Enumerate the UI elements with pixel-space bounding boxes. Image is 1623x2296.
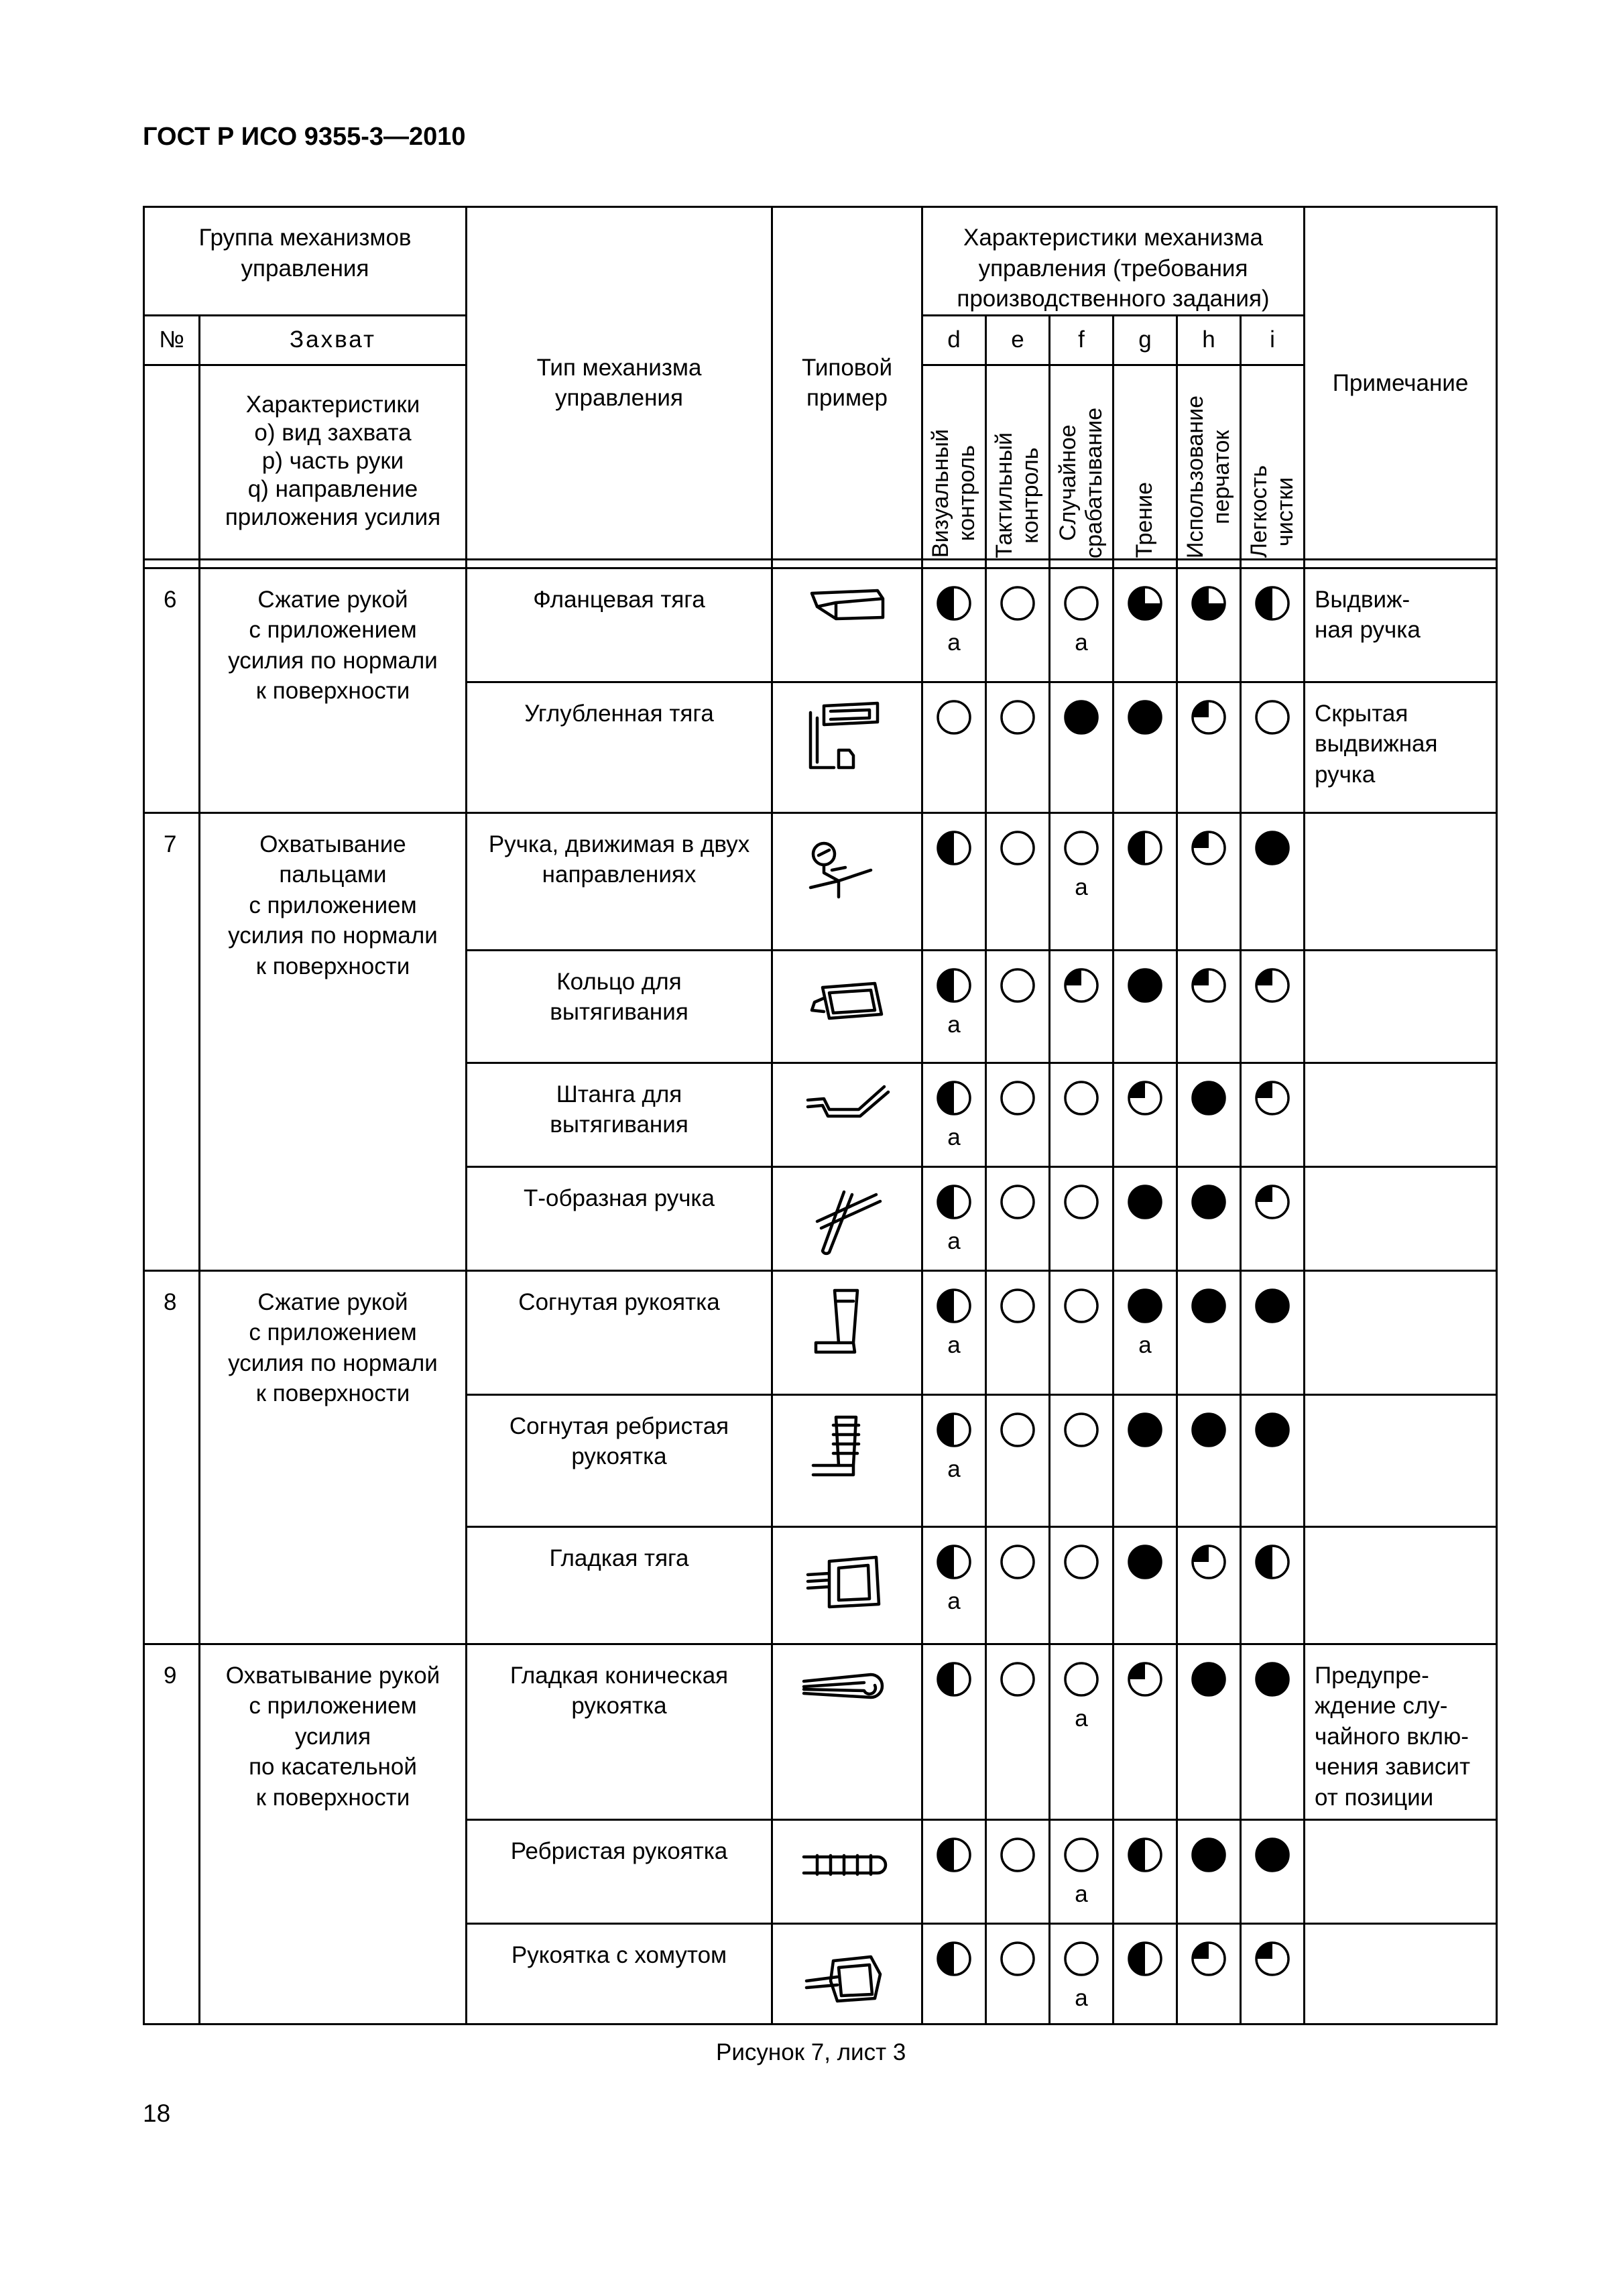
- note-cell: Выдвиж- ная ручка: [1305, 568, 1497, 682]
- group-grip: Сжатие рукой с приложением усилия по нормали к поверхности: [200, 568, 467, 812]
- rating-empty-symbol: [999, 1079, 1036, 1117]
- rating-empty-symbol: [999, 967, 1036, 1004]
- rating-full-symbol: [1126, 1183, 1164, 1221]
- rating-cell: [1114, 950, 1177, 1063]
- rating-cell: [1050, 1819, 1114, 1923]
- rating-cell: [1241, 1644, 1305, 1819]
- rating-cell: [1177, 1644, 1241, 1819]
- bent-ribbed-handle-icon: [797, 1405, 898, 1486]
- rating-quarter-symbol: [1254, 1079, 1291, 1117]
- rating-full-symbol: [1126, 967, 1164, 1004]
- rating-empty-symbol: [1063, 1079, 1100, 1117]
- pull-ring-icon: [797, 961, 898, 1041]
- rating-full-symbol: [1190, 1411, 1227, 1449]
- footnote-mark: а: [947, 1587, 961, 1614]
- smooth-pull-icon: [797, 1537, 898, 1618]
- footnote-mark: а: [1075, 1705, 1088, 1732]
- rating-full-symbol: [1254, 1836, 1291, 1874]
- footnote-mark: а: [1075, 1984, 1088, 2011]
- rating-empty-symbol: [1063, 1183, 1100, 1221]
- rating-cell: [986, 1923, 1050, 2024]
- ribbed-handle-icon: [797, 1830, 898, 1911]
- note-cell: [1305, 1394, 1497, 1526]
- footnote-mark: а: [947, 629, 961, 656]
- rating-empty-symbol: [1063, 1940, 1100, 1978]
- rating-full-symbol: [1126, 699, 1164, 736]
- note-cell: Скрытая выдвижная ручка: [1305, 682, 1497, 812]
- group-grip: Охватывание пальцами с приложением усилия по нормали к поверхности: [200, 812, 467, 1270]
- example-cell: [772, 950, 922, 1063]
- footnote-mark: а: [1138, 1331, 1152, 1358]
- note-cell: [1305, 1166, 1497, 1270]
- note-cell: [1305, 1819, 1497, 1923]
- group-grip: Охватывание рукой с приложением усилия по касательной к поверхности: [200, 1644, 467, 2024]
- rating-cell: [1177, 1063, 1241, 1166]
- rating-cell: [1050, 682, 1114, 812]
- rating-quarter-symbol: [1190, 1940, 1227, 1978]
- group-number: 8: [144, 1270, 200, 1644]
- mechanism-type: Т-образная ручка: [467, 1166, 772, 1270]
- rating-cell: [1050, 1394, 1114, 1526]
- rating-cell: [1050, 1270, 1114, 1394]
- rating-cell: [1177, 1526, 1241, 1644]
- rating-quarter-symbol: [1126, 1660, 1164, 1698]
- footnote-mark: а: [947, 1011, 961, 1038]
- rating-cell: [1177, 682, 1241, 812]
- col-name: Тактильный контроль: [986, 365, 1050, 559]
- rating-quarter-symbol: [1254, 967, 1291, 1004]
- rating-cell: [986, 682, 1050, 812]
- rating-full-symbol: [1254, 829, 1291, 867]
- rating-cell: [1050, 950, 1114, 1063]
- rating-empty-symbol: [999, 829, 1036, 867]
- example-cell: [772, 568, 922, 682]
- rating-cell: [1114, 1394, 1177, 1526]
- num-header: №: [144, 315, 200, 365]
- rating-cell: [922, 1526, 986, 1644]
- rating-cell: [1114, 1166, 1177, 1270]
- rating-cell: [1241, 682, 1305, 812]
- rating-full-symbol: [1063, 699, 1100, 736]
- rating-cell: [1050, 1644, 1114, 1819]
- rating-full-symbol: [1190, 1287, 1227, 1325]
- rating-full-symbol: [1190, 1660, 1227, 1698]
- rating-three-quarter-symbol: [1190, 585, 1227, 622]
- rating-quarter-symbol: [1190, 829, 1227, 867]
- table-row: [144, 1644, 1497, 1819]
- rating-cell: [1177, 1166, 1241, 1270]
- note-cell: [1305, 1923, 1497, 2024]
- rating-half-symbol: [1126, 1940, 1164, 1978]
- note-cell: [1305, 1063, 1497, 1166]
- rating-cell: [922, 812, 986, 950]
- rating-cell: [1050, 1063, 1114, 1166]
- rating-cell: [1177, 1819, 1241, 1923]
- controls-table: [143, 206, 1498, 2025]
- rating-cell: [1114, 812, 1177, 950]
- rating-cell: [1114, 1063, 1177, 1166]
- rating-empty-symbol: [1063, 1543, 1100, 1581]
- rating-cell: [1050, 568, 1114, 682]
- rating-empty-symbol: [1063, 829, 1100, 867]
- rating-cell: [1241, 812, 1305, 950]
- group-number: 6: [144, 568, 200, 812]
- page-number: 18: [143, 2100, 171, 2127]
- rating-half-symbol: [935, 585, 973, 622]
- example-cell: [772, 1270, 922, 1394]
- rating-cell: [1241, 568, 1305, 682]
- rating-cell: [986, 1270, 1050, 1394]
- mechanism-type: Согнутая ребристая рукоятка: [467, 1394, 772, 1526]
- footnote-mark: а: [1075, 1880, 1088, 1907]
- type-header: Тип механизма управления: [467, 207, 772, 560]
- rating-full-symbol: [1190, 1183, 1227, 1221]
- rating-cell: [922, 1394, 986, 1526]
- col-name: Легкость чистки: [1241, 365, 1305, 559]
- rating-three-quarter-symbol: [1126, 585, 1164, 622]
- rating-cell: [1241, 950, 1305, 1063]
- rating-empty-symbol: [1063, 1287, 1100, 1325]
- rating-full-symbol: [1190, 1079, 1227, 1117]
- rating-half-symbol: [935, 967, 973, 1004]
- rating-full-symbol: [1254, 1287, 1291, 1325]
- col-letter: h: [1177, 315, 1241, 365]
- rating-cell: [1241, 1063, 1305, 1166]
- rating-cell: [1114, 1526, 1177, 1644]
- rating-empty-symbol: [1063, 585, 1100, 622]
- mechanism-type: Гладкая тяга: [467, 1526, 772, 1644]
- rating-cell: [986, 1166, 1050, 1270]
- mechanism-type: Углубленная тяга: [467, 682, 772, 812]
- example-cell: [772, 1819, 922, 1923]
- mechanism-type: Гладкая коническая рукоятка: [467, 1644, 772, 1819]
- rating-cell: [922, 1923, 986, 2024]
- rating-quarter-symbol: [1063, 967, 1100, 1004]
- col-letter: d: [922, 315, 986, 365]
- mechanism-type: Ребристая рукоятка: [467, 1819, 772, 1923]
- rating-full-symbol: [1126, 1287, 1164, 1325]
- rating-cell: [986, 1526, 1050, 1644]
- rating-cell: [1241, 1526, 1305, 1644]
- example-cell: [772, 1063, 922, 1166]
- rating-cell: [1177, 1394, 1241, 1526]
- col-letter: g: [1114, 315, 1177, 365]
- rating-cell: [1241, 1270, 1305, 1394]
- rating-half-symbol: [935, 1183, 973, 1221]
- rating-cell: [922, 950, 986, 1063]
- group-number: 9: [144, 1644, 200, 2024]
- clamp-handle-icon: [797, 1934, 898, 2014]
- rating-cell: [1050, 812, 1114, 950]
- footnote-mark: а: [947, 1227, 961, 1254]
- rating-full-symbol: [1126, 1411, 1164, 1449]
- rating-empty-symbol: [1063, 1836, 1100, 1874]
- rating-cell: [1114, 1923, 1177, 2024]
- mechanism-type: Согнутая рукоятка: [467, 1270, 772, 1394]
- rating-cell: [1241, 1923, 1305, 2024]
- rating-half-symbol: [935, 1660, 973, 1698]
- footnote-mark: а: [947, 1331, 961, 1358]
- rating-quarter-symbol: [1254, 1940, 1291, 1978]
- rating-cell: [1114, 1270, 1177, 1394]
- group-number: 7: [144, 812, 200, 1270]
- mech-header: Характеристики механизма управления (требования производственного задания): [922, 207, 1305, 316]
- footnote-mark: а: [1075, 629, 1088, 656]
- rating-half-symbol: [1126, 1836, 1164, 1874]
- rating-empty-symbol: [999, 585, 1036, 622]
- rating-half-symbol: [1254, 585, 1291, 622]
- rating-empty-symbol: [999, 1183, 1036, 1221]
- document-header: ГОСТ Р ИСО 9355-3—2010: [143, 123, 466, 151]
- rating-cell: [986, 950, 1050, 1063]
- rating-cell: [1114, 682, 1177, 812]
- col-name: Визуальный контроль: [922, 365, 986, 559]
- col-letter: e: [986, 315, 1050, 365]
- example-cell: [772, 682, 922, 812]
- rating-cell: [1050, 1166, 1114, 1270]
- rating-cell: [1177, 568, 1241, 682]
- example-header: Типовой пример: [772, 207, 922, 560]
- rating-cell: [1177, 812, 1241, 950]
- rating-half-symbol: [935, 1940, 973, 1978]
- rating-cell: [922, 1270, 986, 1394]
- mechanism-type: Фланцевая тяга: [467, 568, 772, 682]
- group-header: Группа механизмов управления: [144, 207, 467, 316]
- rating-half-symbol: [935, 1543, 973, 1581]
- rating-cell: [922, 1644, 986, 1819]
- rating-cell: [986, 1644, 1050, 1819]
- rating-cell: [1177, 1270, 1241, 1394]
- rating-cell: [986, 1819, 1050, 1923]
- note-cell: [1305, 1270, 1497, 1394]
- t-handle-icon: [797, 1177, 898, 1258]
- rating-cell: [1177, 1923, 1241, 2024]
- rating-quarter-symbol: [1190, 967, 1227, 1004]
- rating-half-symbol: [935, 829, 973, 867]
- example-cell: [772, 1923, 922, 2024]
- chars-header: Характеристики о) вид захвата р) часть руки q) направление приложения усилия: [200, 365, 467, 559]
- rating-cell: [1050, 1923, 1114, 2024]
- rating-quarter-symbol: [1254, 1183, 1291, 1221]
- bent-handle-icon: [797, 1281, 898, 1362]
- table-row: [144, 1270, 1497, 1394]
- note-header: Примечание: [1305, 207, 1497, 560]
- rating-empty-symbol: [935, 699, 973, 736]
- col-letter: i: [1241, 315, 1305, 365]
- rating-cell: [1241, 1819, 1305, 1923]
- example-cell: [772, 1526, 922, 1644]
- flange-pull-icon: [797, 579, 898, 659]
- recessed-pull-icon: [797, 692, 898, 773]
- rating-empty-symbol: [999, 1287, 1036, 1325]
- rating-quarter-symbol: [1190, 699, 1227, 736]
- rating-cell: [1114, 1644, 1177, 1819]
- example-cell: [772, 1644, 922, 1819]
- pull-rod-icon: [797, 1073, 898, 1154]
- rating-cell: [986, 812, 1050, 950]
- rating-cell: [1241, 1394, 1305, 1526]
- footnote-mark: а: [947, 1124, 961, 1150]
- rating-cell: [1241, 1166, 1305, 1270]
- rating-cell: [922, 1166, 986, 1270]
- rating-full-symbol: [1126, 1543, 1164, 1581]
- rating-quarter-symbol: [1190, 1543, 1227, 1581]
- rating-empty-symbol: [999, 1411, 1036, 1449]
- rating-empty-symbol: [1063, 1411, 1100, 1449]
- rating-empty-symbol: [999, 1940, 1036, 1978]
- note-cell: [1305, 812, 1497, 950]
- smooth-conical-handle-icon: [797, 1654, 898, 1735]
- example-cell: [772, 1394, 922, 1526]
- note-cell: Предупре- ждение слу- чайного вклю- чения зависит от позиции: [1305, 1644, 1497, 1819]
- rating-cell: [922, 682, 986, 812]
- rating-empty-symbol: [999, 1660, 1036, 1698]
- mechanism-type: Штанга для вытягивания: [467, 1063, 772, 1166]
- rating-cell: [986, 568, 1050, 682]
- footnote-mark: а: [1075, 873, 1088, 900]
- rating-half-symbol: [935, 1079, 973, 1117]
- rating-full-symbol: [1254, 1411, 1291, 1449]
- rating-cell: [922, 1819, 986, 1923]
- rating-empty-symbol: [999, 699, 1036, 736]
- rating-full-symbol: [1254, 1660, 1291, 1698]
- note-cell: [1305, 950, 1497, 1063]
- col-name: Случайное срабатывание: [1050, 365, 1114, 559]
- footnote-mark: а: [947, 1455, 961, 1482]
- rating-empty-symbol: [999, 1543, 1036, 1581]
- grip-header: Захват: [200, 315, 467, 365]
- rating-empty-symbol: [999, 1836, 1036, 1874]
- figure-caption: Рисунок 7, лист 3: [716, 2039, 906, 2065]
- two-direction-handle-icon: [797, 823, 898, 904]
- table-row: [144, 568, 1497, 682]
- rating-cell: [922, 568, 986, 682]
- table-row: [144, 812, 1497, 950]
- rating-cell: [1050, 1526, 1114, 1644]
- rating-half-symbol: [1254, 1543, 1291, 1581]
- note-cell: [1305, 1526, 1497, 1644]
- col-name: Использование перчаток: [1177, 365, 1241, 559]
- group-grip: Сжатие рукой с приложением усилия по нормали к поверхности: [200, 1270, 467, 1644]
- rating-cell: [922, 1063, 986, 1166]
- col-letter: f: [1050, 315, 1114, 365]
- example-cell: [772, 1166, 922, 1270]
- rating-half-symbol: [1126, 829, 1164, 867]
- rating-cell: [986, 1063, 1050, 1166]
- rating-cell: [1114, 1819, 1177, 1923]
- rating-half-symbol: [935, 1836, 973, 1874]
- rating-cell: [1177, 950, 1241, 1063]
- rating-full-symbol: [1190, 1836, 1227, 1874]
- rating-cell: [986, 1394, 1050, 1526]
- rating-empty-symbol: [1063, 1660, 1100, 1698]
- mechanism-type: Ручка, движимая в двух направлениях: [467, 812, 772, 950]
- mechanism-type: Рукоятка с хомутом: [467, 1923, 772, 2024]
- rating-quarter-symbol: [1126, 1079, 1164, 1117]
- rating-half-symbol: [935, 1287, 973, 1325]
- rating-empty-symbol: [1254, 699, 1291, 736]
- example-cell: [772, 812, 922, 950]
- mechanism-type: Кольцо для вытягивания: [467, 950, 772, 1063]
- rating-cell: [1114, 568, 1177, 682]
- col-name: Трение: [1114, 365, 1177, 559]
- rating-half-symbol: [935, 1411, 973, 1449]
